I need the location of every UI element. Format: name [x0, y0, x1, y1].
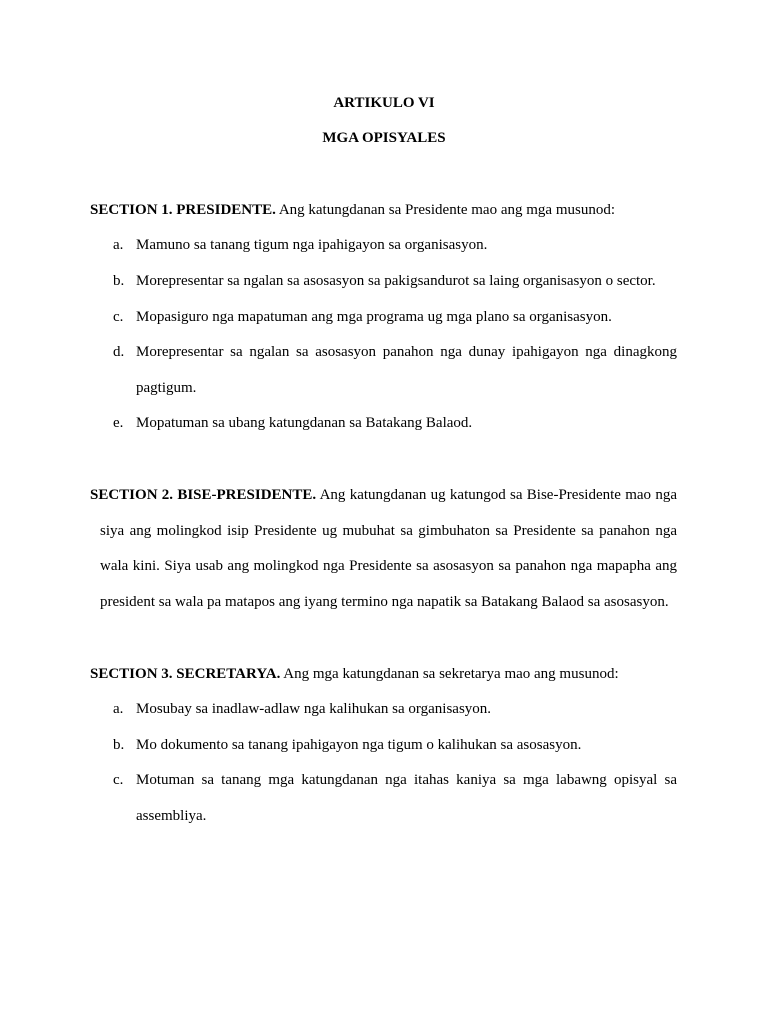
- section3-item-a: Mosubay sa inadlaw-adlaw nga kalihukan sa organisasyon.: [136, 701, 492, 717]
- section3-intro-text: Ang mga katungdanan sa sekretarya mao ang musunod:: [280, 666, 619, 682]
- section2-line2: siya ang molingkod isip Presidente ug mubuhat sa gimbuhaton sa Presidente sa panahon nga: [100, 523, 677, 539]
- section1-heading: SECTION 1. PRESIDENTE.: [90, 202, 276, 218]
- article-subtitle: MGA OPISYALES: [322, 130, 446, 146]
- section3-item-c-line2: assembliya.: [136, 808, 207, 824]
- section1-item-e-marker: e.: [113, 415, 124, 431]
- section2-line1-text: Ang katungdanan ug katungod sa Bise-Presidente mao nga: [316, 487, 677, 503]
- section3-item-c-marker: c.: [113, 772, 124, 788]
- section1-item-c-marker: c.: [113, 309, 124, 325]
- section3-item-c-line1: Motuman sa tanang mga katungdanan nga itahas kaniya sa mga labawng opisyal sa: [136, 772, 677, 788]
- section1-intro: [90, 200, 615, 220]
- section1-item-d-line1: Morepresentar sa ngalan sa asosasyon panahon nga dunay ipahigayon nga dinagkong: [136, 344, 677, 360]
- section2-line3: wala kini. Siya usab ang molingkod nga Presidente sa asosasyon sa panahon nga mapapha ang: [100, 558, 677, 574]
- section1-item-a: Mamuno sa tanang tigum nga ipahigayon sa organisasyon.: [136, 237, 488, 253]
- section2-heading: SECTION 2. BISE-PRESIDENTE.: [90, 487, 317, 503]
- section3-intro: [90, 664, 619, 684]
- section2-line1: [90, 485, 677, 505]
- section3-item-b: Mo dokumento sa tanang ipahigayon nga tigum o kalihukan sa asosasyon.: [136, 737, 582, 753]
- section1-item-c: Mopasiguro nga mapatuman ang mga programa ug mga plano sa organisasyon.: [136, 309, 612, 325]
- section3-item-a-marker: a.: [113, 701, 124, 717]
- article-title: ARTIKULO VI: [333, 95, 435, 111]
- section1-item-a-marker: a.: [113, 237, 124, 253]
- section3-heading: SECTION 3. SECRETARYA.: [90, 666, 281, 682]
- section1-item-d-marker: d.: [113, 344, 125, 360]
- section1-item-e: Mopatuman sa ubang katungdanan sa Batakang Balaod.: [136, 415, 473, 431]
- section1-item-b: Morepresentar sa ngalan sa asosasyon sa pakigsandurot sa laing organisasyon o sector.: [136, 273, 656, 289]
- section1-item-b-marker: b.: [113, 273, 125, 289]
- section3-item-b-marker: b.: [113, 737, 125, 753]
- section2-line4: president sa wala pa matapos ang iyang termino nga napatik sa Batakang Balaod sa asosasyon.: [100, 594, 669, 610]
- section1-item-d-line2: pagtigum.: [136, 380, 197, 396]
- section1-intro-text: Ang katungdanan sa Presidente mao ang mga musunod:: [275, 202, 615, 218]
